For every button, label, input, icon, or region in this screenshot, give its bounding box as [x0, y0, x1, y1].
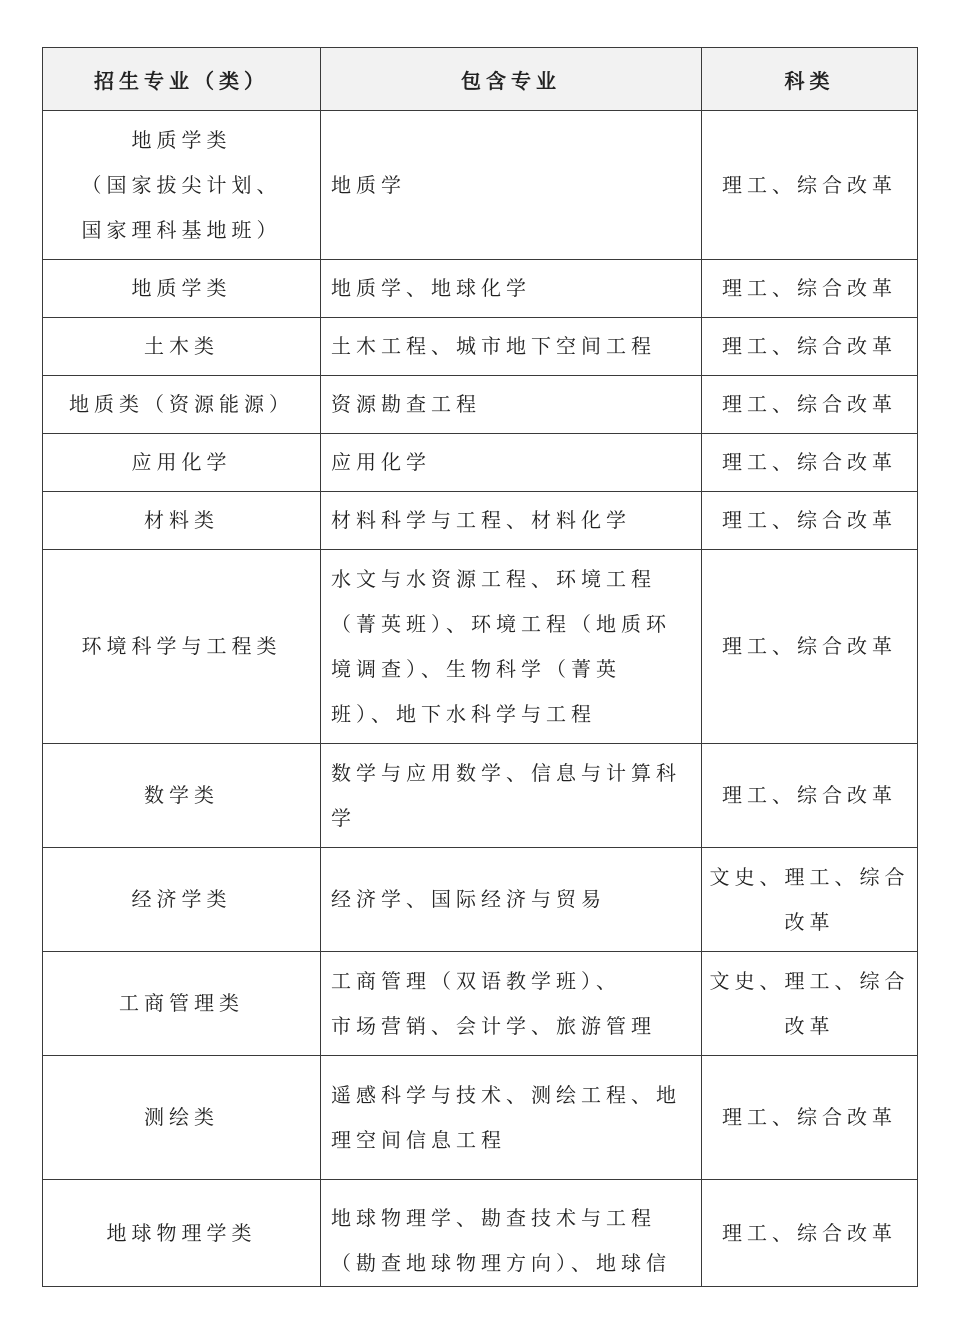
cell-subject-category-line: 文史、理工、综合: [709, 968, 910, 993]
cell-included-majors: [321, 318, 702, 376]
cell-included-majors: [321, 848, 702, 952]
table-row: [43, 1180, 918, 1287]
cell-included-majors-line: 水文与水资源工程、环境工程: [331, 566, 656, 591]
cell-subject-category-line: 文史、理工、综合: [709, 864, 910, 889]
header-enrollment-major: 招生专业（类）: [43, 48, 321, 111]
cell-included-majors: [321, 111, 702, 260]
cell-enrollment-major: [43, 492, 321, 550]
cell-enrollment-major: [43, 1180, 321, 1287]
cell-enrollment-major-line: 土木类: [144, 334, 219, 358]
cell-included-majors-line: 班）、地下水科学与工程: [331, 701, 596, 726]
header-included-majors: 包含专业: [321, 48, 702, 111]
table-row: [43, 376, 918, 434]
cell-enrollment-major: [43, 434, 321, 492]
cell-enrollment-major: [43, 744, 321, 848]
cell-enrollment-major: [43, 260, 321, 318]
table-row: [43, 550, 918, 744]
table-row: [43, 952, 918, 1056]
cell-enrollment-major-line: 材料类: [144, 508, 219, 532]
cell-subject-category: [702, 1180, 918, 1287]
cell-enrollment-major-line: 地质学类: [131, 276, 232, 300]
cell-included-majors-line: 学: [331, 805, 356, 830]
cell-subject-category-line: 理工、综合改革: [722, 276, 897, 300]
cell-included-majors-line: （菁英班）、环境工程（地质环: [331, 611, 671, 636]
table-row: [43, 434, 918, 492]
cell-included-majors-line: 境调查）、生物科学（菁英: [331, 656, 621, 681]
cell-included-majors: [321, 434, 702, 492]
cell-included-majors-line: 市场营销、会计学、旅游管理: [331, 1013, 656, 1038]
cell-subject-category: [702, 550, 918, 744]
cell-included-majors-line: 资源勘查工程: [331, 392, 481, 416]
cell-included-majors-line: 经济学、国际经济与贸易: [331, 887, 606, 911]
cell-included-majors: [321, 550, 702, 744]
cell-enrollment-major: [43, 848, 321, 952]
cell-subject-category-line: 理工、综合改革: [722, 1220, 897, 1245]
cell-included-majors: [321, 492, 702, 550]
table-row: [43, 260, 918, 318]
cell-enrollment-major-line: 地球物理学类: [106, 1220, 257, 1245]
cell-subject-category-line: 理工、综合改革: [722, 392, 897, 416]
table-header-row: [43, 48, 918, 111]
cell-included-majors: [321, 376, 702, 434]
cell-enrollment-major-line: 数学类: [144, 783, 219, 807]
cell-included-majors-line: 地球物理学、勘查技术与工程: [331, 1206, 656, 1230]
cell-included-majors: [321, 1056, 702, 1180]
cell-subject-category: [702, 111, 918, 260]
table-row: [43, 1056, 918, 1180]
cell-included-majors-line: 土木工程、城市地下空间工程: [331, 334, 656, 358]
cell-included-majors-line: 地质学: [331, 172, 406, 197]
cell-enrollment-major-line: 测绘类: [144, 1105, 219, 1129]
cell-subject-category: [702, 848, 918, 952]
cell-enrollment-major-line: 环境科学与工程类: [81, 634, 282, 658]
table-row: [43, 492, 918, 550]
cell-subject-category: [702, 260, 918, 318]
cell-included-majors-line: 材料科学与工程、材料化学: [331, 508, 631, 532]
cell-enrollment-major: [43, 376, 321, 434]
cell-enrollment-major-line: 地质类（资源能源）: [69, 392, 294, 416]
cell-subject-category: [702, 744, 918, 848]
header-subject-category: 科类: [702, 48, 918, 111]
cell-enrollment-major: [43, 550, 321, 744]
cell-subject-category-line: 理工、综合改革: [722, 783, 897, 807]
cell-included-majors-line: 应用化学: [331, 450, 431, 474]
cell-subject-category-line: 理工、综合改革: [722, 508, 897, 532]
table-row: [43, 744, 918, 848]
cell-enrollment-major-line: 地质学类: [131, 127, 232, 152]
cell-included-majors: [321, 952, 702, 1056]
table-row: [43, 111, 918, 260]
cell-enrollment-major-line: 经济学类: [131, 887, 232, 911]
cell-enrollment-major-line: 国家理科基地班）: [81, 217, 282, 242]
cell-subject-category-line: 理工、综合改革: [722, 334, 897, 358]
cell-enrollment-major-line: 应用化学: [131, 450, 232, 474]
cell-enrollment-major: [43, 318, 321, 376]
cell-included-majors-line: 工商管理（双语教学班）、: [331, 968, 621, 993]
majors-table: [42, 47, 918, 1287]
cell-enrollment-major: [43, 111, 321, 260]
cell-included-majors-line: 理空间信息工程: [331, 1127, 506, 1152]
cell-subject-category-line: 理工、综合改革: [722, 634, 897, 658]
cell-subject-category-line: 改革: [784, 1013, 835, 1038]
cell-subject-category-line: 理工、综合改革: [722, 172, 897, 197]
cell-enrollment-major: [43, 952, 321, 1056]
cell-enrollment-major-line: 工商管理类: [119, 991, 244, 1015]
cell-subject-category: [702, 492, 918, 550]
cell-included-majors-line: 数学与应用数学、信息与计算科: [331, 760, 681, 785]
cell-subject-category: [702, 434, 918, 492]
cell-enrollment-major: [43, 1056, 321, 1180]
cell-subject-category: [702, 952, 918, 1056]
cell-included-majors: [321, 1180, 702, 1287]
cell-included-majors: [321, 744, 702, 848]
cell-enrollment-major-line: （国家拔尖计划、: [81, 172, 282, 197]
cell-included-majors-line: 地质学、地球化学: [331, 276, 531, 300]
cell-included-majors-line: 遥感科学与技术、测绘工程、地: [331, 1082, 681, 1107]
cell-subject-category-line: 理工、综合改革: [722, 1105, 897, 1129]
table-row: [43, 848, 918, 952]
cell-subject-category: [702, 1056, 918, 1180]
cell-included-majors-line: （勘查地球物理方向）、地球信: [331, 1251, 671, 1275]
cell-subject-category: [702, 376, 918, 434]
cell-subject-category-line: 理工、综合改革: [722, 450, 897, 474]
cell-included-majors: [321, 260, 702, 318]
cell-subject-category: [702, 318, 918, 376]
cell-subject-category-line: 改革: [784, 909, 835, 934]
table-row: [43, 318, 918, 376]
